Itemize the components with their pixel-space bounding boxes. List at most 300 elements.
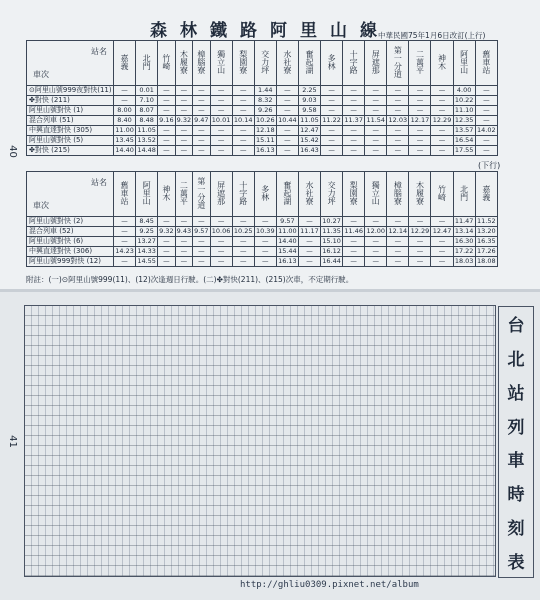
time-cell: — [210,217,232,227]
time-cell: 8.00 [114,106,136,116]
time-cell: — [158,237,175,247]
time-cell: 12.29 [410,227,430,235]
time-cell: — [343,96,365,106]
time-cell: 12.14 [388,227,408,235]
time-cell: 0.01 [136,86,158,96]
title-char: 列 [507,417,525,438]
time-cell: — [365,136,387,146]
up-station-header [298,41,320,86]
time-cell: 13.20 [477,227,496,235]
time-cell: 9.43 [176,227,192,235]
time-cell: — [409,136,431,146]
train-name: 混合列車 (52) [27,227,114,237]
time-cell: — [321,146,343,156]
time-cell: 11.52 [477,217,496,225]
down-station-header [365,172,387,217]
station-name: 木履寮 [179,49,189,74]
time-cell: 14.40 [115,146,134,154]
station-name: 樟腦寮 [196,49,206,74]
time-cell: 8.32 [254,96,276,106]
time-cell: — [409,106,431,116]
time-cell: 12.17 [410,116,430,124]
time-cell: — [175,86,192,96]
time-cell: — [193,217,210,227]
train-name: 中興直達對快 (305) [27,126,114,136]
time-cell: — [431,86,453,96]
time-cell: 10.06 [211,227,231,235]
up-train-row [27,136,498,146]
up-train-row [27,116,498,126]
time-cell: — [343,257,365,267]
time-cell: — [431,247,453,257]
time-cell: 9.16 [159,116,174,124]
title-char: 台 [507,316,525,337]
down-station-header [158,172,175,217]
time-cell: 11.37 [344,116,363,124]
time-cell: — [158,126,175,136]
train-name: 中興直達對快 (306) [27,247,114,257]
time-cell: 11.22 [322,116,341,124]
time-cell: 9.25 [136,227,158,237]
time-cell: — [321,106,343,116]
up-station-header [114,41,136,86]
time-cell: — [175,237,192,247]
station-name: 第一分道 [393,45,403,78]
down-station-header [114,172,136,217]
time-cell: — [210,146,232,156]
time-cell: — [232,106,254,116]
time-cell: — [343,136,365,146]
up-direction-label: (上行) [464,31,486,40]
train-name: 阿里山號對快 (6) [27,237,114,247]
station-name: 北門 [142,53,152,70]
station-name: 嘉義 [481,184,491,201]
time-cell: — [387,237,409,247]
time-cell: 14.55 [137,257,156,265]
time-cell: 11.05 [137,126,156,134]
time-cell: — [321,126,343,136]
time-cell: — [409,247,431,257]
time-cell: — [298,237,320,247]
station-name: 水社寮 [282,49,292,74]
down-station-header [475,172,497,217]
train-name: 阿里山號對快 (5) [27,136,114,146]
time-cell: — [175,257,192,267]
title-char: 車 [507,451,525,472]
time-cell: 11.35 [322,227,341,235]
time-cell: — [114,257,136,267]
time-cell: — [276,146,298,156]
time-cell: — [365,217,387,227]
train-name: 阿里山號對快 (2) [27,217,114,227]
title-char: 站 [507,383,525,404]
up-station-header [158,41,175,86]
time-cell: 11.17 [300,227,319,235]
time-cell: 14.02 [477,126,496,134]
time-cell: — [276,96,298,106]
time-cell: 1.44 [254,86,276,96]
taipei-station-timetable-grid [24,305,496,577]
footnote: 附註：(一)⊙阿里山號999(11)、(12)次逢週日行駛。(二)✤對快(211)、(215)次車，不定期行駛。 [26,275,354,284]
down-station-header [193,172,210,217]
time-cell: — [193,96,210,106]
station-name: 奮起湖 [282,180,292,205]
time-cell: — [276,106,298,116]
time-cell: — [387,136,409,146]
time-cell: 8.07 [136,106,158,116]
time-cell: — [158,247,175,257]
time-cell: 9.26 [254,106,276,116]
up-header-row [27,41,498,86]
down-station-header [431,172,453,217]
down-station-header [409,172,431,217]
down-train-row [27,257,498,267]
down-station-header [254,172,276,217]
up-station-header [193,41,210,86]
time-cell: — [365,146,387,156]
time-cell: 12.03 [388,116,408,124]
time-cell: 10.27 [322,217,341,225]
time-cell: — [321,136,343,146]
station-name: 二萬平 [179,180,189,205]
up-station-header [431,41,453,86]
up-station-header [409,41,431,86]
time-cell: — [343,86,365,96]
time-cell: — [365,237,387,247]
time-cell: — [254,247,276,257]
watermark: http://ghliu0309.pixnet.net/album [240,580,419,590]
time-cell: — [343,126,365,136]
up-train-row [27,96,498,106]
station-name: 多林 [327,53,337,70]
time-cell: — [343,237,365,247]
time-cell: — [232,86,254,96]
time-cell: — [254,217,276,227]
down-train-row [27,247,498,257]
time-cell: — [298,217,320,227]
time-cell: — [210,126,232,136]
time-cell: — [409,237,431,247]
time-cell: — [210,96,232,106]
time-cell: 7.10 [136,96,158,106]
time-cell: — [387,247,409,257]
time-cell: — [321,96,343,106]
time-cell: 10.22 [454,96,474,104]
time-cell: 16.54 [454,136,474,144]
station-name: 梨園寮 [238,49,248,74]
time-cell: 12.35 [454,116,474,124]
time-cell: — [298,257,320,267]
time-cell: — [210,237,232,247]
station-name: 二萬平 [415,49,425,74]
up-timetable [26,40,498,156]
station-name: 嘉義 [120,53,130,70]
station-name: 神木 [161,184,171,201]
time-cell: 12.47 [300,126,319,134]
time-cell: — [475,146,497,156]
time-cell: 13.52 [137,136,156,144]
time-cell: — [193,86,210,96]
time-cell: 11.46 [344,227,363,235]
down-station-header [298,172,320,217]
grid-rows [25,306,495,576]
time-cell: 16.12 [322,247,341,255]
time-cell: 18.08 [477,257,496,265]
time-cell: — [365,247,387,257]
train-name: 混合列車 (51) [27,116,114,126]
time-cell: — [114,227,136,237]
time-cell: — [343,217,365,227]
time-cell: — [387,257,409,267]
down-direction-label: (下行) [478,161,501,170]
station-name: 交力坪 [327,180,337,205]
station-name: 屏遮那 [371,49,381,74]
up-station-header [321,41,343,86]
time-cell: 8.48 [136,116,158,126]
time-cell: 12.29 [432,116,452,124]
time-cell: — [175,126,192,136]
time-cell: — [158,146,175,156]
down-station-header [136,172,158,217]
time-cell: 8.40 [114,116,136,126]
down-header-row [27,172,498,217]
time-cell: — [431,136,453,146]
time-cell: — [114,86,136,96]
time-cell: — [193,237,210,247]
time-cell: — [232,217,254,227]
time-cell: 8.45 [136,217,158,227]
time-cell: — [175,96,192,106]
station-name: 屏遮那 [216,180,226,205]
down-station-header [232,172,254,217]
time-cell: 11.05 [300,116,319,124]
station-name: 竹崎 [161,53,171,70]
time-cell: 15.11 [255,136,275,144]
time-cell: — [431,146,453,156]
time-cell: — [409,217,431,227]
train-name: 阿里山號對快 (1) [27,106,114,116]
time-cell: — [431,217,453,227]
time-cell: — [210,86,232,96]
time-cell: 9.57 [194,227,209,235]
time-cell: — [210,106,232,116]
station-name: 梨園寮 [349,180,359,205]
time-cell: — [232,247,254,257]
time-cell: — [387,217,409,227]
revision-date-text: 中華民國75年1月6日改訂 [378,31,465,40]
title-char: 北 [507,350,525,371]
time-cell: — [298,247,320,257]
time-cell: — [387,126,409,136]
down-timetable [26,171,498,267]
time-cell: — [232,96,254,106]
time-cell: 15.44 [278,247,297,255]
time-cell: — [365,96,387,106]
time-cell: 17.22 [454,247,474,255]
up-station-header [175,41,192,86]
time-cell: — [409,146,431,156]
time-cell: — [387,86,409,96]
time-cell: — [276,126,298,136]
time-cell: 11.10 [454,106,474,114]
up-station-header [387,41,409,86]
time-cell: — [321,86,343,96]
time-cell: — [232,146,254,156]
time-cell: — [387,96,409,106]
time-cell: — [387,146,409,156]
time-cell: — [254,257,276,267]
up-station-header [232,41,254,86]
time-cell: 14.48 [137,146,156,154]
time-cell: — [114,96,136,106]
station-name: 舊車站 [481,49,491,74]
time-cell: 9.03 [298,96,320,106]
time-cell: 9.57 [276,217,298,227]
time-cell: 10.01 [211,116,231,124]
taipei-timetable-title [498,306,534,578]
time-cell: 12.00 [366,227,386,235]
down-station-header [387,172,409,217]
down-station-header [175,172,192,217]
time-cell: 16.13 [255,146,275,154]
up-station-header [343,41,365,86]
time-cell: — [365,126,387,136]
time-cell: 10.25 [233,227,253,235]
time-cell: — [475,116,497,126]
train-label: 車次 [33,201,49,210]
page-number-bottom: 41 [6,435,18,448]
time-cell: — [114,237,136,247]
time-cell: — [210,257,232,267]
time-cell: — [114,217,136,227]
time-cell: — [365,257,387,267]
time-cell: — [175,146,192,156]
time-cell: — [387,106,409,116]
time-cell: — [409,257,431,267]
up-station-header [475,41,497,86]
time-cell: 12.18 [255,126,275,134]
time-cell: 16.30 [454,237,474,245]
title-char: 時 [507,485,525,506]
time-cell: — [158,136,175,146]
time-cell: — [475,136,497,146]
time-cell: — [232,136,254,146]
time-cell: — [431,126,453,136]
up-train-row [27,86,498,96]
time-cell: 17.26 [477,247,496,255]
station-name: 神木 [437,53,447,70]
time-cell: — [210,136,232,146]
time-cell: — [475,96,497,106]
title-char: 表 [507,552,525,573]
page-number-top: 40 [6,145,18,158]
time-cell: 10.39 [255,227,275,235]
time-cell: — [158,106,175,116]
time-cell: 15.10 [322,237,341,245]
time-cell: — [431,237,453,247]
down-station-header [343,172,365,217]
up-station-header [136,41,158,86]
station-name: 十字路 [349,49,359,74]
down-station-header [210,172,232,217]
time-cell: 4.00 [453,86,475,96]
time-cell: — [175,106,192,116]
station-name: 北門 [459,184,469,201]
up-corner-header [27,41,114,86]
title-char: 刻 [507,518,525,539]
time-cell: 14.40 [278,237,297,245]
time-cell: 2.25 [298,86,320,96]
time-cell: — [343,106,365,116]
station-name: 樟腦寮 [393,180,403,205]
time-cell: 11.00 [115,126,134,134]
up-train-row [27,146,498,156]
station-name: 舊車站 [120,180,130,205]
train-name: ✤對快 (215) [27,146,114,156]
time-cell: — [409,126,431,136]
up-station-header [254,41,276,86]
time-cell: — [365,86,387,96]
station-name: 竹崎 [437,184,447,201]
station-name: 十字路 [238,180,248,205]
station-name: 阿里山 [459,49,469,74]
station-name: 獨立山 [216,49,226,74]
station-label: 站名 [91,47,107,56]
train-label: 車次 [33,70,49,79]
time-cell: — [365,106,387,116]
down-train-row [27,237,498,247]
time-cell: 9.32 [176,116,192,124]
time-cell: — [158,257,175,267]
time-cell: 16.13 [278,257,297,265]
station-label: 站名 [91,178,107,187]
down-station-header [321,172,343,217]
time-cell: — [175,217,192,227]
time-cell: — [409,86,431,96]
time-cell: — [232,237,254,247]
time-cell: 14.33 [137,247,156,255]
time-cell: 11.54 [366,116,386,124]
train-name: ✤對快 (211) [27,96,114,106]
station-name: 多林 [260,184,270,201]
time-cell: 9.47 [194,116,209,124]
time-cell: — [158,96,175,106]
time-cell: 11.00 [278,227,297,235]
down-corner-header [27,172,114,217]
station-name: 奮起湖 [304,49,314,74]
time-cell: 12.47 [432,227,452,235]
station-name: 阿里山 [142,180,152,205]
time-cell: 16.44 [322,257,341,265]
time-cell: — [276,136,298,146]
time-cell: — [431,96,453,106]
up-train-row [27,106,498,116]
time-cell: — [193,247,210,257]
time-cell: — [409,96,431,106]
time-cell: 9.58 [298,106,320,116]
up-train-row [27,126,498,136]
train-name: 阿里山號999對快 (12) [27,257,114,267]
station-name: 水社寮 [304,180,314,205]
time-cell: 10.14 [233,116,253,124]
time-cell: — [193,106,210,116]
time-cell: — [193,136,210,146]
time-cell: — [475,106,497,116]
page-title: 森林鐵路阿里山線 [150,21,390,41]
time-cell: — [475,86,497,96]
time-cell: 13.27 [137,237,156,245]
up-station-header [276,41,298,86]
